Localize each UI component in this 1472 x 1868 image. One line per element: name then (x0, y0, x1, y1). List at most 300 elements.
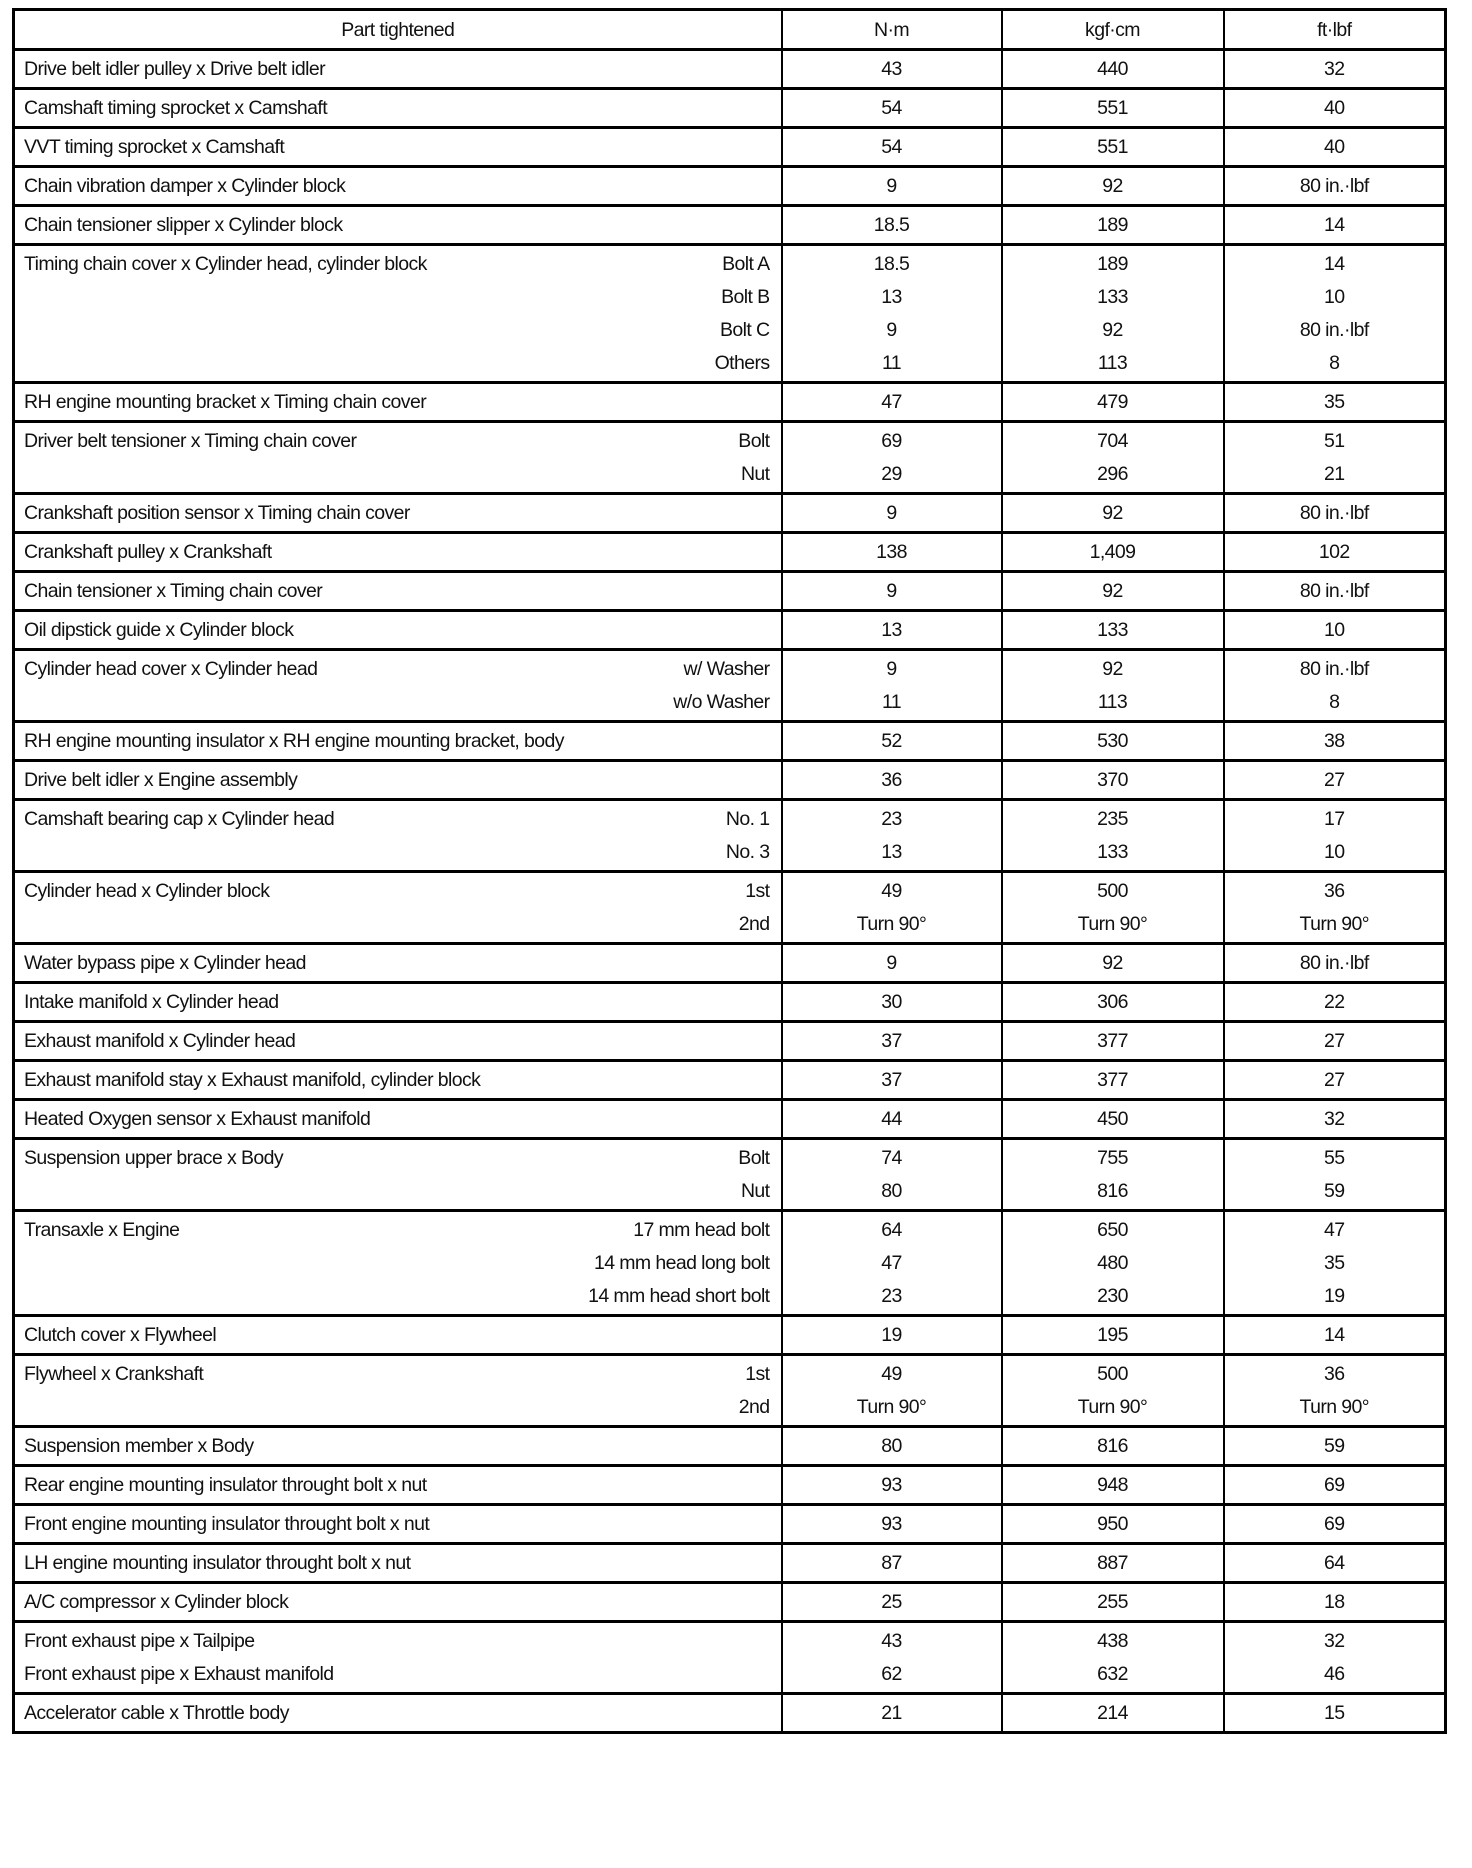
part-tightened-cell (14, 89, 782, 128)
nm-value: 13 (881, 286, 902, 308)
fastener-labels (588, 1214, 769, 1313)
nm-value-cell (782, 533, 1002, 572)
ft-lbf-value: 46 (1324, 1663, 1345, 1685)
spacer (24, 314, 769, 347)
ft-lbf-value: 8 (1329, 352, 1340, 374)
part-tightened-cell (14, 1466, 782, 1505)
kgf-cm-value-cell (1002, 383, 1224, 422)
kgf-cm-value-cell (1002, 494, 1224, 533)
part-tightened-cell (14, 1100, 782, 1139)
nm-value: 21 (881, 1702, 902, 1724)
part-names (24, 803, 769, 869)
header-nm: N·m (782, 10, 1002, 50)
part-names (24, 575, 769, 608)
nm-value-cell (782, 422, 1002, 494)
part-names (24, 425, 769, 491)
nm-value-cell (782, 650, 1002, 722)
kgf-cm-value: 92 (1102, 580, 1123, 602)
nm-value: 52 (881, 730, 902, 752)
nm-value-cell (782, 983, 1002, 1022)
ft-lbf-value: 80 in.·lbf (1299, 175, 1369, 197)
part-names (24, 536, 769, 569)
table-row (14, 245, 1446, 383)
nm-value-cell (782, 1505, 1002, 1544)
kgf-cm-value-cell (1002, 983, 1224, 1022)
spacer (24, 458, 769, 491)
part-tightened-cell (14, 650, 782, 722)
nm-value: 36 (881, 769, 902, 791)
fastener-label: 17 mm head bolt (633, 1219, 770, 1241)
kgf-cm-value: 306 (1097, 991, 1128, 1013)
kgf-cm-value-cell (1002, 1211, 1224, 1316)
ft-lbf-value-cell (1224, 206, 1446, 245)
nm-value: 9 (886, 319, 897, 341)
ft-lbf-value: 47 (1324, 1219, 1345, 1241)
kgf-cm-value: 92 (1102, 658, 1123, 680)
part-names (24, 170, 769, 203)
nm-value: 93 (881, 1474, 902, 1496)
table-row (14, 1427, 1446, 1466)
ft-lbf-value-cell (1224, 1139, 1446, 1211)
kgf-cm-value-cell (1002, 872, 1224, 944)
nm-value: 23 (881, 808, 902, 830)
nm-value-cell (782, 1466, 1002, 1505)
table-row (14, 533, 1446, 572)
ft-lbf-value: 59 (1324, 1180, 1345, 1202)
ft-lbf-value: 22 (1324, 991, 1345, 1013)
ft-lbf-value-cell (1224, 611, 1446, 650)
part-tightened-cell (14, 128, 782, 167)
ft-lbf-value-cell (1224, 872, 1446, 944)
part-tightened-cell (14, 1505, 782, 1544)
table-row (14, 872, 1446, 944)
part-tightened-cell (14, 1139, 782, 1211)
part-name: Camshaft timing sprocket x Camshaft (24, 97, 328, 119)
kgf-cm-value-cell (1002, 1427, 1224, 1466)
nm-value-cell (782, 1427, 1002, 1466)
ft-lbf-value-cell (1224, 1694, 1446, 1733)
part-name: Cylinder head x Cylinder block (24, 880, 270, 902)
ft-lbf-value-cell (1224, 1466, 1446, 1505)
nm-value-cell (782, 1316, 1002, 1355)
part-names (24, 614, 769, 647)
table-row (14, 383, 1446, 422)
part-tightened-cell (14, 944, 782, 983)
ft-lbf-value: 14 (1324, 214, 1345, 236)
part-tightened-cell (14, 1316, 782, 1355)
nm-value: 69 (881, 430, 902, 452)
nm-value: 49 (881, 1363, 902, 1385)
table-row (14, 1100, 1446, 1139)
kgf-cm-value-cell (1002, 800, 1224, 872)
table-row (14, 50, 1446, 89)
part-tightened-cell (14, 722, 782, 761)
nm-value-cell (782, 1622, 1002, 1694)
ft-lbf-value: 80 in.·lbf (1299, 580, 1369, 602)
ft-lbf-value: 27 (1324, 1030, 1345, 1052)
fastener-label: No. 1 (725, 808, 770, 830)
nm-value-cell (782, 1061, 1002, 1100)
ft-lbf-value-cell (1224, 1544, 1446, 1583)
kgf-cm-value: 377 (1097, 1069, 1128, 1091)
fastener-label: Bolt B (721, 286, 770, 308)
nm-value-cell (782, 206, 1002, 245)
part-name: Crankshaft position sensor x Timing chain cover (24, 502, 410, 524)
ft-lbf-value: 8 (1329, 691, 1340, 713)
kgf-cm-value-cell (1002, 533, 1224, 572)
part-name: Heated Oxygen sensor x Exhaust manifold (24, 1108, 371, 1130)
part-name: Front exhaust pipe x Exhaust manifold (24, 1663, 334, 1685)
kgf-cm-value-cell (1002, 1355, 1224, 1427)
ft-lbf-value: 36 (1324, 1363, 1345, 1385)
fastener-label: 1st (745, 880, 770, 902)
ft-lbf-value: 10 (1324, 841, 1345, 863)
fastener-labels (726, 803, 770, 869)
part-name: Drive belt idler x Engine assembly (24, 769, 298, 791)
nm-value-cell (782, 1211, 1002, 1316)
kgf-cm-value: 551 (1097, 136, 1128, 158)
part-name: Chain tensioner x Timing chain cover (24, 580, 323, 602)
part-names (24, 1103, 769, 1136)
table-row (14, 89, 1446, 128)
nm-value: 47 (881, 391, 902, 413)
part-tightened-cell (14, 1622, 782, 1694)
kgf-cm-value: Turn 90° (1077, 913, 1148, 935)
part-name: Driver belt tensioner x Timing chain cover (24, 430, 357, 452)
fastener-label: 14 mm head short bolt (588, 1285, 770, 1307)
kgf-cm-value: 92 (1102, 319, 1123, 341)
nm-value-cell (782, 1544, 1002, 1583)
part-name: Rear engine mounting insulator throught bolt x nut (24, 1474, 427, 1496)
part-name: Crankshaft pulley x Crankshaft (24, 541, 272, 563)
kgf-cm-value: 133 (1097, 619, 1128, 641)
fastener-labels (738, 1142, 769, 1208)
ft-lbf-value-cell (1224, 761, 1446, 800)
part-name: Water bypass pipe x Cylinder head (24, 952, 306, 974)
ft-lbf-value: 14 (1324, 1324, 1345, 1346)
part-name: Intake manifold x Cylinder head (24, 991, 279, 1013)
part-name: Timing chain cover x Cylinder head, cylinder block (24, 253, 427, 275)
fastener-label: 14 mm head long bolt (593, 1252, 770, 1274)
table-row (14, 494, 1446, 533)
fastener-label: Nut (740, 1180, 770, 1202)
nm-value: 54 (881, 97, 902, 119)
kgf-cm-value: 230 (1097, 1285, 1128, 1307)
ft-lbf-value-cell (1224, 650, 1446, 722)
kgf-cm-value-cell (1002, 1100, 1224, 1139)
part-names (24, 497, 769, 530)
kgf-cm-value-cell (1002, 761, 1224, 800)
part-name: Suspension upper brace x Body (24, 1147, 284, 1169)
nm-value: 30 (881, 991, 902, 1013)
fastener-label: Bolt (738, 430, 770, 452)
part-names (24, 248, 769, 380)
kgf-cm-value: Turn 90° (1077, 1396, 1148, 1418)
nm-value-cell (782, 944, 1002, 983)
ft-lbf-value-cell (1224, 1583, 1446, 1622)
part-tightened-cell (14, 872, 782, 944)
ft-lbf-value: 40 (1324, 97, 1345, 119)
ft-lbf-value: 59 (1324, 1435, 1345, 1457)
table-row (14, 722, 1446, 761)
ft-lbf-value-cell (1224, 533, 1446, 572)
nm-value: 29 (881, 463, 902, 485)
header-row (14, 10, 1446, 50)
fastener-label: Bolt C (719, 319, 770, 341)
header-ft-lbf: ft·lbf (1224, 10, 1446, 50)
fastener-label: 2nd (738, 1396, 770, 1418)
table-row (14, 1544, 1446, 1583)
kgf-cm-value-cell (1002, 1544, 1224, 1583)
nm-value-cell (782, 572, 1002, 611)
part-names (24, 947, 769, 980)
nm-value: 47 (881, 1252, 902, 1274)
table-row (14, 206, 1446, 245)
kgf-cm-value: 1,409 (1089, 541, 1136, 563)
kgf-cm-value: 551 (1097, 97, 1128, 119)
kgf-cm-value: 500 (1097, 880, 1128, 902)
ft-lbf-value-cell (1224, 1100, 1446, 1139)
ft-lbf-value: Turn 90° (1299, 1396, 1369, 1418)
nm-value: 138 (876, 541, 907, 563)
part-tightened-cell (14, 1544, 782, 1583)
table-row (14, 1139, 1446, 1211)
nm-value: 54 (881, 136, 902, 158)
nm-value-cell (782, 1355, 1002, 1427)
table-row (14, 761, 1446, 800)
kgf-cm-value: 530 (1097, 730, 1128, 752)
ft-lbf-value: 55 (1324, 1147, 1345, 1169)
ft-lbf-value: 14 (1324, 253, 1345, 275)
table-row (14, 1316, 1446, 1355)
part-name: VVT timing sprocket x Camshaft (24, 136, 285, 158)
nm-value: 37 (881, 1030, 902, 1052)
part-names (24, 986, 769, 1019)
table-row (14, 1211, 1446, 1316)
ft-lbf-value-cell (1224, 1211, 1446, 1316)
part-name: Camshaft bearing cap x Cylinder head (24, 808, 335, 830)
part-names (24, 1319, 769, 1352)
table-row (14, 422, 1446, 494)
kgf-cm-value: 704 (1097, 430, 1128, 452)
table-row (14, 611, 1446, 650)
part-name: Front exhaust pipe x Tailpipe (24, 1630, 255, 1652)
kgf-cm-value: 92 (1102, 175, 1123, 197)
fastener-labels (739, 1358, 770, 1424)
header-kgf-cm: kgf·cm (1002, 10, 1224, 50)
part-names (24, 1469, 769, 1502)
nm-value: 13 (881, 841, 902, 863)
fastener-label: Bolt A (722, 253, 770, 275)
table-row (14, 1022, 1446, 1061)
table-row (14, 1505, 1446, 1544)
kgf-cm-value: 92 (1102, 952, 1123, 974)
kgf-cm-value: 950 (1097, 1513, 1128, 1535)
ft-lbf-value-cell (1224, 1061, 1446, 1100)
ft-lbf-value: 18 (1324, 1591, 1345, 1613)
table-row (14, 944, 1446, 983)
part-tightened-cell (14, 1694, 782, 1733)
part-names (24, 875, 769, 941)
spacer (24, 836, 769, 869)
ft-lbf-value-cell (1224, 572, 1446, 611)
part-names (24, 92, 769, 125)
fastener-label: Others (714, 352, 770, 374)
ft-lbf-value: 32 (1324, 1630, 1345, 1652)
kgf-cm-value: 755 (1097, 1147, 1128, 1169)
ft-lbf-value-cell (1224, 983, 1446, 1022)
fastener-labels (715, 248, 770, 380)
kgf-cm-value: 440 (1097, 58, 1128, 80)
kgf-cm-value: 296 (1097, 463, 1128, 485)
fastener-label: 1st (745, 1363, 770, 1385)
ft-lbf-value-cell (1224, 722, 1446, 761)
part-name: Clutch cover x Flywheel (24, 1324, 217, 1346)
table-row (14, 572, 1446, 611)
ft-lbf-value-cell (1224, 494, 1446, 533)
spacer (24, 908, 769, 941)
ft-lbf-value-cell (1224, 383, 1446, 422)
part-tightened-cell (14, 1061, 782, 1100)
table-row (14, 1583, 1446, 1622)
kgf-cm-value: 816 (1097, 1180, 1128, 1202)
part-name: Chain tensioner slipper x Cylinder block (24, 214, 343, 236)
kgf-cm-value: 650 (1097, 1219, 1128, 1241)
fastener-label: Bolt (738, 1147, 770, 1169)
ft-lbf-value-cell (1224, 800, 1446, 872)
part-tightened-cell (14, 206, 782, 245)
table-row (14, 1466, 1446, 1505)
nm-value: 80 (881, 1435, 902, 1457)
nm-value-cell (782, 761, 1002, 800)
part-tightened-cell (14, 533, 782, 572)
part-tightened-cell (14, 494, 782, 533)
ft-lbf-value: 80 in.·lbf (1299, 502, 1369, 524)
nm-value: 11 (881, 691, 902, 713)
ft-lbf-value-cell (1224, 128, 1446, 167)
kgf-cm-value: 133 (1097, 286, 1128, 308)
nm-value: 9 (886, 580, 897, 602)
spacer (24, 281, 769, 314)
ft-lbf-value-cell (1224, 1355, 1446, 1427)
part-tightened-cell (14, 1211, 782, 1316)
ft-lbf-value: 102 (1318, 541, 1350, 563)
kgf-cm-value: 113 (1097, 352, 1128, 374)
part-tightened-cell (14, 983, 782, 1022)
ft-lbf-value: 15 (1324, 1702, 1345, 1724)
ft-lbf-value-cell (1224, 422, 1446, 494)
ft-lbf-value: 10 (1324, 286, 1345, 308)
nm-value: 13 (881, 619, 902, 641)
ft-lbf-value: 10 (1324, 619, 1345, 641)
part-names (24, 1142, 769, 1208)
part-tightened-cell (14, 167, 782, 206)
part-tightened-cell (14, 1427, 782, 1466)
part-name: Front engine mounting insulator throught bolt x nut (24, 1513, 430, 1535)
fastener-label: 2nd (738, 913, 770, 935)
part-tightened-cell (14, 611, 782, 650)
nm-value: 11 (881, 352, 902, 374)
torque-specification-table (12, 8, 1447, 1734)
part-names (24, 1697, 769, 1730)
ft-lbf-value: 80 in.·lbf (1299, 658, 1369, 680)
kgf-cm-value-cell (1002, 1466, 1224, 1505)
part-tightened-cell (14, 245, 782, 383)
kgf-cm-value-cell (1002, 1061, 1224, 1100)
kgf-cm-value-cell (1002, 1622, 1224, 1694)
kgf-cm-value: 92 (1102, 502, 1123, 524)
nm-value: 25 (881, 1591, 902, 1613)
kgf-cm-value: 255 (1097, 1591, 1128, 1613)
ft-lbf-value: 40 (1324, 136, 1345, 158)
part-names (24, 1358, 769, 1424)
nm-value: 62 (881, 1663, 902, 1685)
part-name: LH engine mounting insulator throught bolt x nut (24, 1552, 411, 1574)
part-name: Exhaust manifold x Cylinder head (24, 1030, 296, 1052)
part-name: Suspension member x Body (24, 1435, 254, 1457)
table-row (14, 650, 1446, 722)
fastener-label: No. 3 (725, 841, 770, 863)
part-tightened-cell (14, 572, 782, 611)
nm-value-cell (782, 1694, 1002, 1733)
part-name: A/C compressor x Cylinder block (24, 1591, 289, 1613)
ft-lbf-value: 38 (1324, 730, 1345, 752)
part-names (24, 131, 769, 164)
nm-value-cell (782, 1022, 1002, 1061)
kgf-cm-value-cell (1002, 1022, 1224, 1061)
part-tightened-cell (14, 800, 782, 872)
part-names (24, 1064, 769, 1097)
kgf-cm-value-cell (1002, 611, 1224, 650)
part-names (24, 1430, 769, 1463)
nm-value: 49 (881, 880, 902, 902)
ft-lbf-value: 69 (1324, 1474, 1345, 1496)
part-name: Cylinder head cover x Cylinder head (24, 658, 318, 680)
ft-lbf-value: 35 (1324, 391, 1345, 413)
kgf-cm-value: 438 (1097, 1630, 1128, 1652)
part-tightened-cell (14, 383, 782, 422)
table-row (14, 128, 1446, 167)
spacer (24, 686, 769, 719)
ft-lbf-value-cell (1224, 1622, 1446, 1694)
part-tightened-cell (14, 761, 782, 800)
fastener-label: w/o Washer (673, 691, 770, 713)
part-name: Accelerator cable x Throttle body (24, 1702, 289, 1724)
spacer (24, 1391, 769, 1424)
nm-value-cell (782, 383, 1002, 422)
table-row (14, 983, 1446, 1022)
ft-lbf-value: 32 (1324, 1108, 1345, 1130)
part-names (24, 725, 769, 758)
part-tightened-cell (14, 1583, 782, 1622)
ft-lbf-value: 69 (1324, 1513, 1345, 1535)
ft-lbf-value: 64 (1324, 1552, 1345, 1574)
nm-value: 9 (886, 502, 897, 524)
kgf-cm-value-cell (1002, 245, 1224, 383)
kgf-cm-value: 632 (1097, 1663, 1128, 1685)
nm-value: 43 (881, 58, 902, 80)
kgf-cm-value-cell (1002, 572, 1224, 611)
fastener-labels (673, 653, 769, 719)
part-names (24, 653, 769, 719)
part-name: Oil dipstick guide x Cylinder block (24, 619, 294, 641)
nm-value-cell (782, 89, 1002, 128)
table-row (14, 1622, 1446, 1694)
kgf-cm-value-cell (1002, 89, 1224, 128)
ft-lbf-value-cell (1224, 1022, 1446, 1061)
nm-value-cell (782, 800, 1002, 872)
kgf-cm-value-cell (1002, 722, 1224, 761)
